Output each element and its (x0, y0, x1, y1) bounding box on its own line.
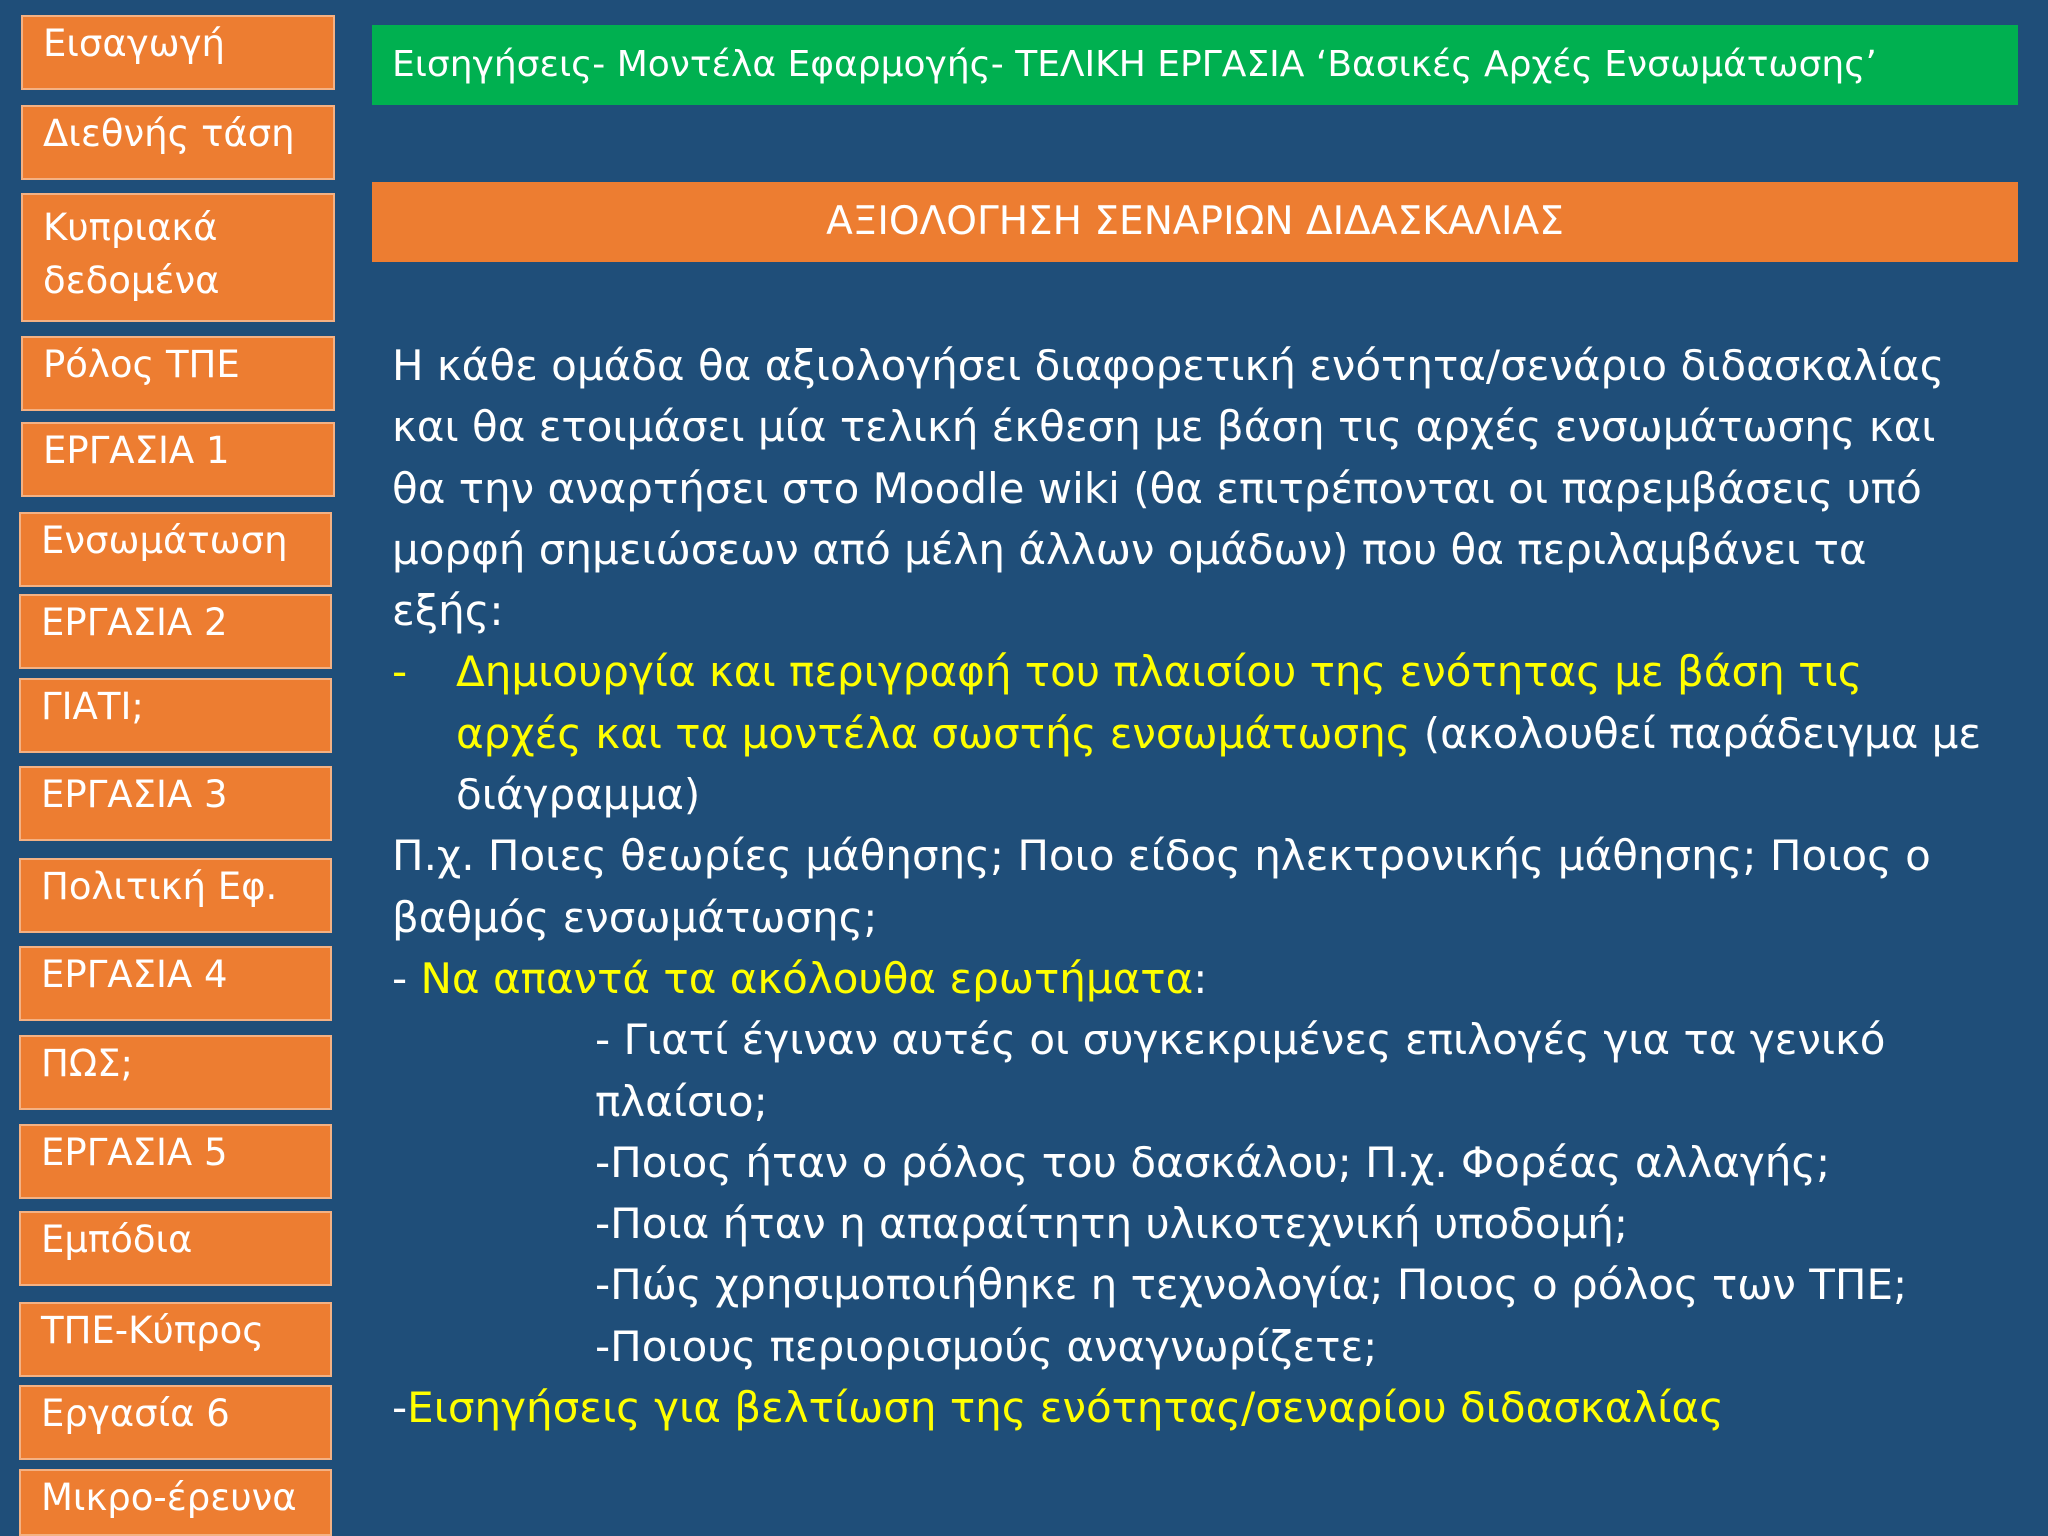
question-line: -Ποιους περιορισμούς αναγνωρίζετε; (595, 1321, 1378, 1371)
section-title: ΑΞΙΟΛΟΓΗΣΗ ΣΕΝΑΡΙΩΝ ΔΙΔΑΣΚΑΛΙΑΣ (372, 182, 2018, 262)
sidebar-item-politiki-ef[interactable]: Πολιτική Εφ. (19, 858, 332, 933)
question-line: -Ποια ήταν η απαραίτητη υλικοτεχνική υποδομή; (595, 1199, 1629, 1249)
bullet2-line (392, 948, 2012, 1009)
bullet1-line1 (392, 641, 2012, 702)
example-line: βαθμός ενσωμάτωσης; (392, 892, 878, 942)
sidebar-item-diethnis-tasi[interactable]: Διεθνής τάση (21, 105, 335, 180)
bullet-dash: - (392, 647, 408, 697)
sidebar-item-ergasia-2[interactable]: ΕΡΓΑΣΙΑ 2 (19, 594, 332, 669)
sidebar-item-rolos-tpe[interactable]: Ρόλος ΤΠΕ (21, 336, 335, 411)
bullet3-line (392, 1377, 2012, 1438)
sidebar-item-ergasia-5[interactable]: ΕΡΓΑΣΙΑ 5 (19, 1124, 332, 1199)
question-line: πλαίσιο; (595, 1076, 768, 1126)
intro-line: και θα ετοιμάσει μία τελική έκθεση με βάση τις αρχές ενσωμάτωσης και (392, 402, 1936, 452)
sidebar-item-kypriaka-dedomena[interactable]: Κυπριακά δεδομένα (21, 193, 335, 322)
bullet1-text-yellow: αρχές και τα μοντέλα σωστής ενσωμάτωσης (456, 708, 1411, 758)
sidebar-item-empodia[interactable]: Εμπόδια (19, 1211, 332, 1286)
question-line: -Ποιος ήταν ο ρόλος του δασκάλου; Π.χ. Φορέας αλλαγής; (595, 1137, 1831, 1187)
example-line: Π.χ. Ποιες θεωρίες μάθησης; Ποιο είδος ηλεκτρονικής μάθησης; Ποιος ο (392, 831, 1931, 881)
sidebar-item-giati[interactable]: ΓΙΑΤΙ; (19, 678, 332, 753)
bullet2-prefix: - (392, 953, 421, 1003)
bullet1-line2 (392, 703, 2012, 764)
intro-line: μορφή σημειώσεων από μέλη άλλων ομάδων) που θα περιλαμβάνει τα (392, 524, 1867, 574)
bullet1-text-yellow: Δημιουργία και περιγραφή του πλαισίου της ενότητας με βάση τις (456, 647, 1863, 697)
sidebar-item-tpe-kypros[interactable]: ΤΠΕ-Κύπρος (19, 1302, 332, 1377)
intro-line: εξής: (392, 586, 504, 636)
bullet3-text-yellow: Εισηγήσεις για βελτίωση της ενότητας/σεναρίου διδασκαλίας (407, 1383, 1724, 1433)
bullet2-suffix: : (1193, 953, 1208, 1003)
sidebar-item-ergasia-6[interactable]: Εργασία 6 (19, 1385, 332, 1460)
intro-line: θα την αναρτήσει στο Moodle wiki (θα επιτρέπονται οι παρεμβάσεις υπό (392, 463, 1922, 513)
sidebar-item-pos[interactable]: ΠΩΣ; (19, 1035, 332, 1110)
bullet1-text-white: (ακολουθεί παράδειγμα με (1410, 708, 1982, 758)
bullet3-prefix: - (392, 1383, 408, 1433)
content-body (392, 335, 2012, 1438)
sidebar-item-ensomatosi[interactable]: Ενσωμάτωση (19, 512, 332, 587)
question-line: - Γιατί έγιναν αυτές οι συγκεκριμένες επιλογές για τα γενικό (595, 1015, 1886, 1065)
sidebar-item-ergasia-4[interactable]: ΕΡΓΑΣΙΑ 4 (19, 946, 332, 1021)
bullet1-line3: διάγραμμα) (456, 770, 701, 820)
page-title: Εισηγήσεις- Μοντέλα Εφαρμογής- ΤΕΛΙΚΗ ΕΡΓΑΣΙΑ ‘Βασικές Αρχές Ενσωμάτωσης’ (372, 25, 2018, 105)
sidebar-item-mikro-erevna[interactable]: Μικρο-έρευνα (19, 1469, 332, 1536)
question-line: -Πώς χρησιμοποιήθηκε η τεχνολογία; Ποιος ο ρόλος των ΤΠΕ; (595, 1260, 1908, 1310)
sidebar-item-eisagogi[interactable]: Εισαγωγή (21, 15, 335, 90)
bullet2-text-yellow: Να απαντά τα ακόλουθα ερωτήματα (420, 953, 1194, 1003)
sidebar-item-ergasia-3[interactable]: ΕΡΓΑΣΙΑ 3 (19, 766, 332, 841)
intro-line: Η κάθε ομάδα θα αξιολογήσει διαφορετική ενότητα/σενάριο διδασκαλίας (392, 341, 1945, 390)
sidebar-item-ergasia-1[interactable]: ΕΡΓΑΣΙΑ 1 (21, 422, 335, 497)
